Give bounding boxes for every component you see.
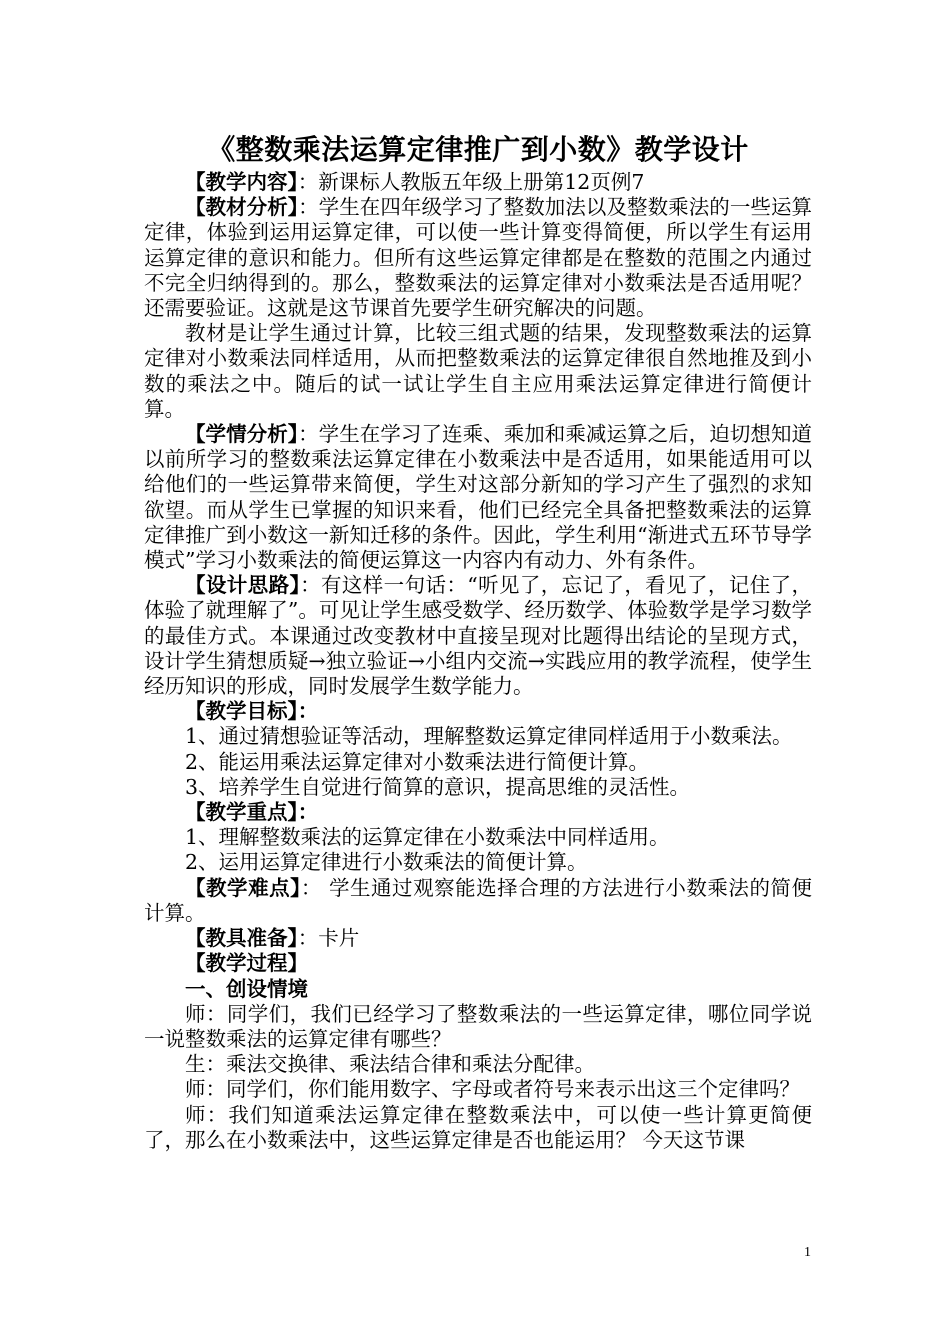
process-step-1 bbox=[144, 977, 812, 1002]
design-idea-label: 【设计思路】 bbox=[185, 573, 301, 598]
learner-analysis-paragraph bbox=[144, 422, 812, 573]
design-idea-text: ：有这样一句话：“听见了，忘记了，看见了，记住了，体验了就理解了”。可见让学生感受数学、经历数学、体验数学是学习数学的最佳方式。本课通过改变教材中直接呈现对比题得出结论的呈现方式，设计学生猜想质疑→独立验证→小组内交流→实践应用的教学流程，使学生经历知识的形成，同时发展学生数学能力。 bbox=[144, 573, 813, 699]
dialog-line-2: 生：乘法交换律、乘法结合律和乘法分配律。 bbox=[185, 1052, 595, 1077]
learner-analysis-text: ：学生在学习了连乘、乘加和乘减运算之后，迫切想知道以前所学习的整数乘法运算定律在小数乘法中是否适用，如果能适用可以给他们的一些运算带来简便，学生对这部分新知的学习产生了强烈的求知欲望。而从学生已掌握的知识来看，他们已经完全具备把整数乘法的运算定律推广到小数这一新知迁移的条件。因此，学生利用“渐进式五环节导学模式”学习小数乘法的简便运算这一内容内有动力、外有条件。 bbox=[144, 422, 813, 573]
learner-analysis-label: 【学情分析】 bbox=[185, 422, 299, 447]
key-point-item-2: 2、运用运算定律进行小数乘法的简便计算。 bbox=[185, 850, 588, 875]
dialog-line-1: 师：同学们，我们已经学习了整数乘法的一些运算定律，哪位同学说一说整数乘法的运算定律有哪些？ bbox=[144, 1001, 812, 1051]
process-step-1-label: 一、创设情境 bbox=[185, 976, 308, 1001]
difficulty-text: ： 学生通过观察能选择合理的方法进行小数乘法的简便计算。 bbox=[144, 875, 813, 925]
design-idea-paragraph bbox=[144, 573, 812, 699]
difficulty-paragraph bbox=[144, 876, 812, 926]
key-point-item-1: 1、理解整数乘法的运算定律在小数乘法中同样适用。 bbox=[185, 825, 670, 850]
document-page bbox=[144, 130, 812, 1153]
difficulty-label: 【教学难点】 bbox=[185, 875, 301, 900]
process-heading bbox=[144, 951, 812, 976]
material-analysis-paragraph-2: 教材是让学生通过计算，比较三组式题的结果，发现整数乘法的运算定律对小数乘法同样适用，从而把整数乘法的运算定律很自然地推及到小数的乘法之中。随后的试一试让学生自主应用乘法运算定律进行简便计算。 bbox=[144, 321, 812, 421]
content-paragraph bbox=[144, 170, 812, 195]
material-analysis-label: 【教材分析】 bbox=[185, 195, 299, 220]
process-label: 【教学过程】 bbox=[185, 951, 308, 976]
page-number: 1 bbox=[804, 1245, 811, 1260]
objective-item-1: 1、通过猜想验证等活动，理解整数运算定律同样适用于小数乘法。 bbox=[185, 724, 793, 749]
material-analysis-paragraph bbox=[144, 195, 812, 321]
material-analysis-text: ：学生在四年级学习了整数加法以及整数乘法的一些运算定律，体验到运用运算定律，可以使一些计算变得简便，所以学生有运用运算定律的意识和能力。但所有这些运算定律都是在整数的范围之内通过不完全归纳得到的。那么，整数乘法的运算定律对小数乘法是否适用呢？还需要验证。这就是这节课首先要学生研究解决的问题。 bbox=[144, 195, 813, 321]
dialog-line-3: 师：同学们，你们能用数字、字母或者符号来表示出这三个定律吗？ bbox=[185, 1077, 800, 1102]
content-text: ：新课标人教版五年级上册第12页例7 bbox=[297, 170, 645, 194]
objectives-heading bbox=[144, 699, 812, 724]
key-points-label: 【教学重点】： bbox=[185, 800, 319, 825]
aids-label: 【教具准备】 bbox=[185, 926, 298, 951]
objective-item-3: 3、培养学生自觉进行简算的意识，提高思维的灵活性。 bbox=[185, 774, 691, 799]
aids-paragraph bbox=[144, 926, 812, 951]
aids-text: ：卡片 bbox=[297, 926, 360, 951]
content-label: 【教学内容】 bbox=[185, 170, 298, 194]
dialog-line-4: 师：我们知道乘法运算定律在整数乘法中，可以使一些计算更简便了，那么在小数乘法中，这些运算定律是否也能运用？ 今天这节课 bbox=[144, 1102, 812, 1152]
key-points-heading bbox=[144, 800, 812, 825]
objective-item-2: 2、能运用乘法运算定律对小数乘法进行简便计算。 bbox=[185, 749, 650, 774]
page-title: 《整数乘法运算定律推广到小数》教学设计 bbox=[207, 133, 749, 166]
objectives-label: 【教学目标】： bbox=[185, 699, 319, 724]
